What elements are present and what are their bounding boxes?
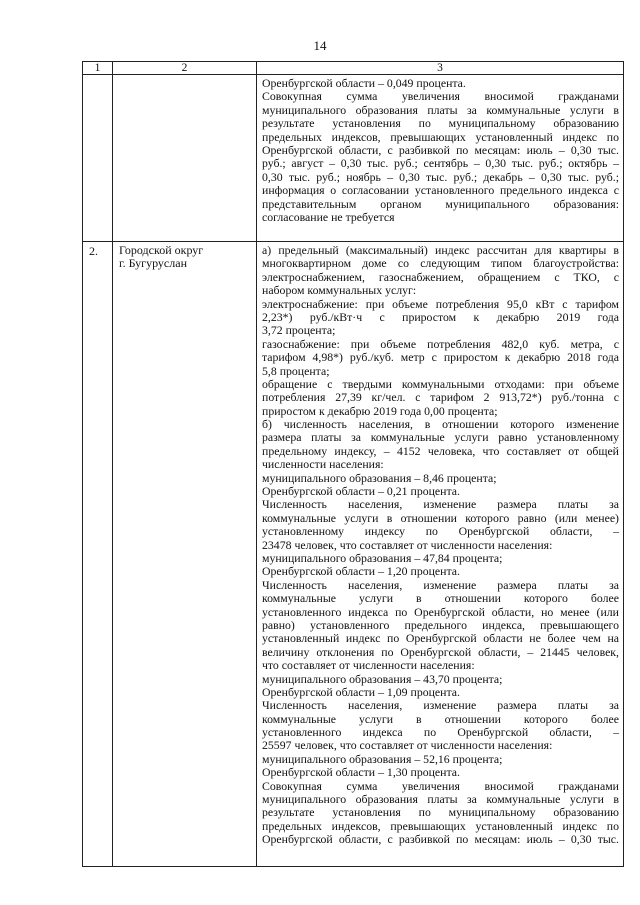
text-line: что составляет от численности населения: xyxy=(262,658,475,673)
text-line: Оренбургской области – 1,20 процента. xyxy=(262,564,460,579)
text-line: потребления 27,39 кг/чел. с тарифом 2 913,72*) руб./тонна с xyxy=(262,390,619,405)
text-line: муниципального образования – 47,84 процента; xyxy=(262,550,503,565)
text-line: размера платы за коммунальные услуги равно установленному xyxy=(262,430,619,445)
text-line: приростом к декабрю 2019 года 0,00 процента; xyxy=(262,403,498,418)
text-line: величину отклонения по Оренбургской области, – 21445 человек, xyxy=(262,644,619,659)
text-line: Численность населения, изменение размера платы за xyxy=(262,497,619,512)
text-line: 5,8 процента; xyxy=(262,363,330,378)
text-line: муниципального образования платы за коммунальные услуги в xyxy=(262,792,619,807)
text-line: тарифом 4,98*) руб./куб. метр с приростом к декабрю 2018 года xyxy=(262,350,619,365)
text-line: численности населения: xyxy=(262,457,384,472)
text-line: б) численность населения, в отношении которого изменение xyxy=(262,417,619,432)
text-line: предельных индексов, превышающих установленный индекс по xyxy=(262,818,619,833)
text-line: Совокупная сумма увеличения вносимой гражданами xyxy=(262,89,619,104)
row-content xyxy=(257,242,624,867)
text-line: Совокупная сумма увеличения вносимой гражданами xyxy=(262,778,619,793)
text-line: Оренбургской области – 0,21 процента. xyxy=(262,484,460,499)
text-line: обращение с твердыми коммунальными отходами: при объеме xyxy=(262,376,619,391)
text-line: 25597 человек, что составляет от численности населения: xyxy=(262,738,553,753)
table-row xyxy=(83,242,624,867)
text-line: 23478 человек, что составляет от численности населения: xyxy=(262,537,553,552)
text-line: электроснабжение: при объеме потребления 95,0 кВт с тарифом xyxy=(262,296,619,311)
text-line: набором коммунальных услуг: xyxy=(262,283,417,298)
text-line: коммунальные услуги в отношении которого равно (или менее) xyxy=(262,510,619,525)
text-line: а) предельный (максимальный) индекс рассчитан для квартиры в xyxy=(262,243,619,257)
text-line: установленного индекса по Оренбургской области, но менее (или xyxy=(262,604,619,619)
table-header-row xyxy=(83,62,624,75)
text-line: установленному индексу по Оренбургской области, – xyxy=(262,524,619,539)
header-col-1: 1 xyxy=(83,62,113,75)
municipality-line: г. Бугуруслан xyxy=(119,256,187,270)
text-line: Оренбургской области – 1,09 процента. xyxy=(262,684,460,699)
text-line: 3,72 процента; xyxy=(262,323,336,338)
text-line: муниципального образования – 8,46 процента; xyxy=(262,470,497,485)
row-municipality xyxy=(113,75,257,242)
text-line: муниципального образования платы за коммунальные услуги в xyxy=(262,102,619,117)
row-number: 2. xyxy=(83,242,113,867)
text-line: 2,23*) руб./кВт·ч с приростом к декабрю 2019 года xyxy=(262,309,619,324)
text-line: Численность населения, изменение размера платы за xyxy=(262,698,619,713)
text-line: Численность населения, изменение размера платы за xyxy=(262,577,619,592)
row-number xyxy=(83,75,113,242)
row-municipality xyxy=(113,242,257,867)
text-line: предельному индексу, – 4152 человека, что составляет от общей xyxy=(262,443,619,458)
text-line: согласование не требуется xyxy=(262,209,395,224)
text-line: муниципального образования – 43,70 процента; xyxy=(262,671,503,686)
text-line: представительным органом муниципального образования: xyxy=(262,196,619,211)
text-line: коммунальные услуги в отношении которого более xyxy=(262,711,619,726)
table-row xyxy=(83,75,624,242)
text-line: Оренбургской области – 0,049 процента. xyxy=(262,76,466,90)
text-line: равно) установленного предельного индекса, превышающего xyxy=(262,617,619,632)
text-line: муниципального образования – 52,16 процента; xyxy=(262,751,503,766)
municipality-line: Городской округ xyxy=(119,243,204,257)
text-line: 0,30 тыс. руб.; ноябрь – 0,30 тыс. руб.; декабрь – 0,30 тыс. руб.; xyxy=(262,169,619,184)
text-line: электроснабжением, газоснабжением, обращением с ТКО, с xyxy=(262,269,619,284)
page-number: 14 xyxy=(313,38,327,53)
text-line: установленный индекс по Оренбургской области не более чем на xyxy=(262,631,619,646)
text-line: установленного индекса по Оренбургской области, – xyxy=(262,725,619,740)
text-line: руб.; август – 0,30 тыс. руб.; сентябрь – 0,30 тыс. руб.; октябрь – xyxy=(262,156,619,171)
text-line: информация о согласовании установленного предельного индекса с xyxy=(262,183,619,198)
header-col-3: 3 xyxy=(257,62,624,75)
document-table xyxy=(82,61,624,867)
row-content xyxy=(257,75,624,242)
text-line: Оренбургской области, с разбивкой по месяцам: июль – 0,30 тыс. xyxy=(262,142,619,157)
text-line: коммунальные услуги в отношении которого более xyxy=(262,591,619,606)
text-line: результате установления по муниципальному образованию xyxy=(262,805,619,820)
text-line: многоквартирном доме со следующим типом благоустройства: xyxy=(262,256,619,271)
text-line: Оренбургской области – 1,30 процента. xyxy=(262,765,460,780)
text-line: газоснабжение: при объеме потребления 482,0 куб. метра, с xyxy=(262,336,619,351)
header-col-2: 2 xyxy=(113,62,257,75)
text-line: предельных индексов, превышающих установленный индекс по xyxy=(262,129,619,144)
text-line: Оренбургской области, с разбивкой по месяцам: июль – 0,30 тыс. xyxy=(262,832,619,847)
text-line: результате установления по муниципальному образованию xyxy=(262,116,619,131)
